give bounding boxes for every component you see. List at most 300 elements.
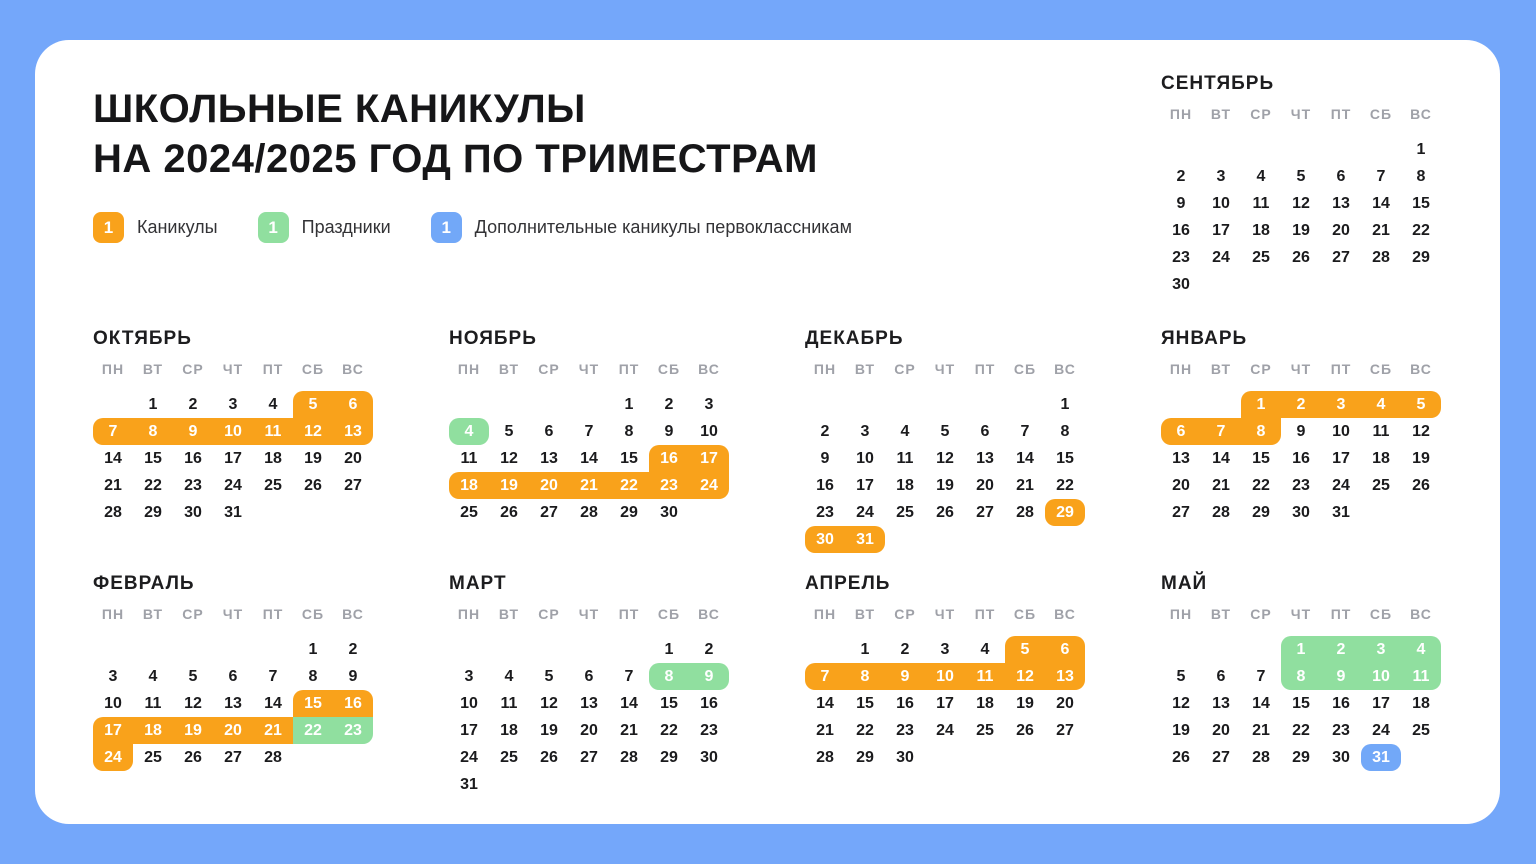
day-cell: 24	[936, 721, 954, 739]
day-cell: 10	[1332, 422, 1350, 440]
day-cell-holiday: 11	[1401, 663, 1441, 690]
day-cell: 29	[144, 503, 162, 521]
day-cell: 10	[1212, 194, 1230, 212]
weekday-label: ВС	[1410, 606, 1432, 622]
day-cell: 6	[228, 667, 238, 685]
day-cell: 12	[1172, 694, 1190, 712]
day-cell-holiday: 23	[333, 717, 373, 744]
weekday-label: СР	[182, 361, 204, 377]
months-row-2	[93, 573, 1441, 798]
day-cell: 19	[304, 449, 322, 467]
day-cell: 16	[1332, 694, 1350, 712]
day-cell: 10	[856, 449, 874, 467]
day-cell: 12	[540, 694, 558, 712]
day-cell-vacation: 7	[93, 418, 133, 445]
day-cell: 7	[1256, 667, 1266, 685]
days-grid	[93, 636, 373, 771]
weekday-label: СБ	[1369, 606, 1393, 622]
weekday-label: СБ	[1013, 606, 1037, 622]
day-cell: 8	[624, 422, 634, 440]
day-cell-vacation: 7	[805, 663, 845, 690]
day-cell-vacation: 8	[845, 663, 885, 690]
day-cell: 28	[104, 503, 122, 521]
weekday-label: ПН	[101, 361, 125, 377]
day-cell: 15	[144, 449, 162, 467]
day-cell: 2	[820, 422, 830, 440]
day-cell: 30	[1292, 503, 1310, 521]
month-title-december: ДЕКАБРЬ	[805, 328, 904, 349]
day-cell: 24	[460, 748, 478, 766]
day-cell: 21	[620, 721, 638, 739]
weekday-label: СР	[538, 361, 560, 377]
day-cell: 16	[700, 694, 718, 712]
day-cell-vacation: 9	[173, 418, 213, 445]
day-cell: 7	[624, 667, 634, 685]
day-cell: 25	[976, 721, 994, 739]
weekday-header-row	[805, 604, 1085, 624]
calendar-card	[35, 40, 1500, 824]
legend-label-holiday: Праздники	[301, 217, 391, 237]
day-cell: 17	[856, 476, 874, 494]
day-cell: 25	[1412, 721, 1430, 739]
day-cell: 26	[304, 476, 322, 494]
day-cell: 11	[460, 449, 478, 467]
day-cell: 16	[816, 476, 834, 494]
day-cell: 25	[896, 503, 914, 521]
weekday-label: ПТ	[618, 361, 640, 377]
day-cell: 14	[1212, 449, 1230, 467]
day-cell-vacation: 8	[133, 418, 173, 445]
day-cell-vacation: 10	[925, 663, 965, 690]
weekday-label: СР	[538, 606, 560, 622]
day-cell: 22	[1056, 476, 1074, 494]
month-title-january: ЯНВАРЬ	[1161, 328, 1248, 349]
month-december	[805, 328, 1085, 553]
day-cell: 16	[1292, 449, 1310, 467]
day-cell: 20	[1056, 694, 1074, 712]
day-cell: 26	[1016, 721, 1034, 739]
day-cell-vacation: 17	[93, 717, 133, 744]
day-cell: 30	[184, 503, 202, 521]
day-cell: 24	[224, 476, 242, 494]
weekday-label: ПН	[813, 606, 837, 622]
day-cell: 1	[860, 640, 870, 658]
day-cell: 16	[896, 694, 914, 712]
weekday-label: СР	[894, 361, 916, 377]
day-cell: 7	[268, 667, 278, 685]
weekday-label: СБ	[1369, 361, 1393, 377]
weekday-label: ЧТ	[1290, 361, 1312, 377]
month-march	[449, 573, 729, 798]
weekday-label: СБ	[301, 361, 325, 377]
day-cell-vacation: 2	[1281, 391, 1321, 418]
day-cell: 25	[1252, 248, 1270, 266]
day-cell: 2	[704, 640, 714, 658]
weekday-label: ВС	[342, 361, 364, 377]
day-cell: 3	[940, 640, 950, 658]
page-title-line1: ШКОЛЬНЫЕ КАНИКУЛЫ	[93, 87, 586, 131]
day-cell: 24	[856, 503, 874, 521]
day-cell: 28	[1212, 503, 1230, 521]
day-cell: 1	[1060, 395, 1070, 413]
day-cell: 22	[1292, 721, 1310, 739]
day-cell: 5	[544, 667, 554, 685]
weekday-label: ЧТ	[934, 361, 956, 377]
weekday-label: ВС	[1410, 361, 1432, 377]
day-cell: 5	[504, 422, 514, 440]
day-cell: 19	[936, 476, 954, 494]
day-cell-holiday: 9	[689, 663, 729, 690]
day-cell-holiday: 3	[1361, 636, 1401, 663]
weekday-label: ЧТ	[578, 606, 600, 622]
day-cell-vacation: 31	[845, 526, 885, 553]
weekday-label: ВТ	[854, 606, 876, 622]
weekday-label: СБ	[657, 361, 681, 377]
day-cell-vacation: 29	[1045, 499, 1085, 526]
legend-item-extra	[431, 212, 852, 243]
day-cell: 21	[104, 476, 122, 494]
day-cell: 21	[1372, 221, 1390, 239]
day-cell: 2	[664, 395, 674, 413]
day-cell: 10	[460, 694, 478, 712]
weekday-label: СБ	[657, 606, 681, 622]
day-cell: 7	[584, 422, 594, 440]
day-cell: 15	[1056, 449, 1074, 467]
weekday-label: ЧТ	[222, 606, 244, 622]
day-cell: 28	[580, 503, 598, 521]
day-cell: 22	[1252, 476, 1270, 494]
legend-item-holiday	[258, 212, 391, 243]
page-title	[93, 84, 818, 184]
day-cell: 19	[540, 721, 558, 739]
weekday-label: СР	[182, 606, 204, 622]
weekday-label: СБ	[301, 606, 325, 622]
day-cell: 4	[900, 422, 910, 440]
day-cell-vacation: 13	[333, 418, 373, 445]
day-cell-vacation: 24	[93, 744, 133, 771]
weekday-label: ВТ	[142, 606, 164, 622]
day-cell: 3	[704, 395, 714, 413]
day-cell-vacation: 8	[1241, 418, 1281, 445]
day-cell-vacation: 4	[1361, 391, 1401, 418]
weekday-label: ПТ	[1330, 606, 1352, 622]
weekday-label: ВТ	[498, 606, 520, 622]
day-cell: 11	[144, 694, 162, 712]
day-cell: 13	[976, 449, 994, 467]
day-cell: 19	[1016, 694, 1034, 712]
day-cell: 28	[816, 748, 834, 766]
day-cell: 14	[104, 449, 122, 467]
day-cell: 4	[1256, 167, 1266, 185]
day-cell: 16	[1172, 221, 1190, 239]
page-title-line2: НА 2024/2025 ГОД ПО ТРИМЕСТРАМ	[93, 137, 818, 181]
day-cell: 18	[1252, 221, 1270, 239]
weekday-header-row	[449, 359, 729, 379]
day-cell: 9	[1176, 194, 1186, 212]
month-november	[449, 328, 729, 553]
day-cell-holiday: 2	[1321, 636, 1361, 663]
day-cell: 8	[308, 667, 318, 685]
weekday-label: ПН	[101, 606, 125, 622]
day-cell-vacation: 20	[529, 472, 569, 499]
day-cell: 15	[1252, 449, 1270, 467]
day-cell: 21	[1252, 721, 1270, 739]
day-cell: 10	[104, 694, 122, 712]
weekday-header-row	[1161, 104, 1441, 124]
day-cell: 29	[620, 503, 638, 521]
day-cell: 17	[1372, 694, 1390, 712]
day-cell: 4	[980, 640, 990, 658]
day-cell: 24	[1372, 721, 1390, 739]
weekday-label: ВТ	[498, 361, 520, 377]
day-cell-holiday: 1	[1281, 636, 1321, 663]
legend-label-extra: Дополнительные каникулы первоклассникам	[474, 217, 852, 237]
day-cell: 7	[1376, 167, 1386, 185]
day-cell: 16	[184, 449, 202, 467]
weekday-label: ВС	[698, 361, 720, 377]
month-may	[1161, 573, 1441, 798]
days-grid	[93, 391, 373, 526]
weekday-label: ВС	[1410, 106, 1432, 122]
day-cell: 1	[624, 395, 634, 413]
day-cell: 26	[1412, 476, 1430, 494]
day-cell: 25	[1372, 476, 1390, 494]
weekday-label: ПТ	[618, 606, 640, 622]
day-cell: 21	[816, 721, 834, 739]
weekday-label: СР	[1250, 106, 1272, 122]
day-cell: 18	[1372, 449, 1390, 467]
day-cell: 6	[584, 667, 594, 685]
day-cell: 24	[1212, 248, 1230, 266]
day-cell: 5	[1176, 667, 1186, 685]
weekday-label: ПН	[1169, 361, 1193, 377]
day-cell-vacation: 12	[1005, 663, 1045, 690]
weekday-label: ПТ	[1330, 361, 1352, 377]
day-cell: 27	[1332, 248, 1350, 266]
day-cell: 3	[1216, 167, 1226, 185]
weekday-label: ВС	[1054, 361, 1076, 377]
weekday-header-row	[93, 604, 373, 624]
day-cell: 18	[264, 449, 282, 467]
day-cell-vacation: 17	[689, 445, 729, 472]
day-cell: 2	[1176, 167, 1186, 185]
day-cell: 27	[1212, 748, 1230, 766]
day-cell-vacation: 18	[449, 472, 489, 499]
day-cell-vacation: 18	[133, 717, 173, 744]
day-cell: 1	[148, 395, 158, 413]
weekday-label: ВС	[698, 606, 720, 622]
day-cell-vacation: 12	[293, 418, 333, 445]
day-cell-vacation: 5	[1401, 391, 1441, 418]
weekday-label: СБ	[1369, 106, 1393, 122]
days-grid	[449, 636, 729, 798]
day-cell: 9	[664, 422, 674, 440]
day-cell: 10	[700, 422, 718, 440]
day-cell-vacation: 11	[965, 663, 1005, 690]
day-cell: 18	[976, 694, 994, 712]
month-title-may: МАЙ	[1161, 573, 1208, 594]
day-cell: 23	[1332, 721, 1350, 739]
day-cell-holiday: 4	[1401, 636, 1441, 663]
weekday-label: ЧТ	[934, 606, 956, 622]
day-cell: 18	[896, 476, 914, 494]
day-cell: 27	[1172, 503, 1190, 521]
day-cell: 1	[1416, 140, 1426, 158]
day-cell: 23	[184, 476, 202, 494]
day-cell-vacation: 6	[1045, 636, 1085, 663]
weekday-label: ПТ	[974, 361, 996, 377]
day-cell-vacation: 19	[489, 472, 529, 499]
day-cell: 20	[1172, 476, 1190, 494]
day-cell: 15	[1292, 694, 1310, 712]
weekday-label: ВС	[342, 606, 364, 622]
weekday-header-row	[1161, 604, 1441, 624]
day-cell-vacation: 16	[649, 445, 689, 472]
day-cell: 11	[896, 449, 914, 467]
day-cell: 18	[1412, 694, 1430, 712]
day-cell-vacation: 20	[213, 717, 253, 744]
day-cell-holiday: 8	[1281, 663, 1321, 690]
weekday-label: ВТ	[854, 361, 876, 377]
weekday-label: СР	[1250, 361, 1272, 377]
day-cell-vacation: 6	[1161, 418, 1201, 445]
day-cell: 7	[1020, 422, 1030, 440]
day-cell: 21	[1212, 476, 1230, 494]
day-cell: 28	[264, 748, 282, 766]
day-cell: 25	[264, 476, 282, 494]
day-cell: 6	[544, 422, 554, 440]
day-cell-vacation: 6	[333, 391, 373, 418]
day-cell: 13	[1332, 194, 1350, 212]
day-cell: 20	[976, 476, 994, 494]
day-cell: 1	[664, 640, 674, 658]
days-grid	[805, 391, 1085, 553]
day-cell: 30	[700, 748, 718, 766]
day-cell: 4	[504, 667, 514, 685]
day-cell: 17	[936, 694, 954, 712]
day-cell-holiday: 10	[1361, 663, 1401, 690]
days-grid	[1161, 136, 1441, 298]
day-cell: 22	[660, 721, 678, 739]
day-cell: 12	[1292, 194, 1310, 212]
day-cell: 22	[1412, 221, 1430, 239]
day-cell: 28	[1016, 503, 1034, 521]
day-cell-vacation: 19	[173, 717, 213, 744]
day-cell: 4	[148, 667, 158, 685]
day-cell: 31	[1332, 503, 1350, 521]
day-cell: 26	[500, 503, 518, 521]
day-cell-holiday: 22	[293, 717, 333, 744]
weekday-label: ВС	[1054, 606, 1076, 622]
day-cell: 17	[1332, 449, 1350, 467]
day-cell: 29	[660, 748, 678, 766]
day-cell: 6	[1216, 667, 1226, 685]
day-cell: 29	[1292, 748, 1310, 766]
weekday-label: ЧТ	[578, 361, 600, 377]
weekday-label: ПТ	[1330, 106, 1352, 122]
weekday-label: ВТ	[142, 361, 164, 377]
day-cell: 20	[344, 449, 362, 467]
weekday-label: ЧТ	[1290, 106, 1312, 122]
day-cell: 26	[1172, 748, 1190, 766]
days-grid	[449, 391, 729, 526]
weekday-label: ВТ	[1210, 606, 1232, 622]
day-cell: 18	[500, 721, 518, 739]
weekday-label: ВТ	[1210, 361, 1232, 377]
day-cell: 23	[1292, 476, 1310, 494]
day-cell: 26	[1292, 248, 1310, 266]
weekday-label: СР	[894, 606, 916, 622]
month-title-march: МАРТ	[449, 573, 507, 594]
legend	[93, 212, 852, 243]
day-cell: 23	[1172, 248, 1190, 266]
day-cell-vacation: 15	[293, 690, 333, 717]
month-title-april: АПРЕЛЬ	[805, 573, 891, 594]
day-cell: 9	[820, 449, 830, 467]
days-grid	[1161, 391, 1441, 526]
day-cell: 5	[188, 667, 198, 685]
day-cell: 27	[540, 503, 558, 521]
day-cell-vacation: 16	[333, 690, 373, 717]
day-cell-vacation: 3	[1321, 391, 1361, 418]
day-cell: 27	[344, 476, 362, 494]
day-cell: 26	[936, 503, 954, 521]
day-cell: 14	[1372, 194, 1390, 212]
day-cell-vacation: 23	[649, 472, 689, 499]
day-cell: 14	[1252, 694, 1270, 712]
day-cell-holiday: 9	[1321, 663, 1361, 690]
day-cell: 13	[224, 694, 242, 712]
day-cell: 19	[1292, 221, 1310, 239]
day-cell-vacation: 1	[1241, 391, 1281, 418]
day-cell-vacation: 9	[885, 663, 925, 690]
day-cell: 15	[856, 694, 874, 712]
day-cell: 20	[1212, 721, 1230, 739]
month-april	[805, 573, 1085, 798]
day-cell: 8	[1060, 422, 1070, 440]
september-slot	[1161, 73, 1441, 298]
day-cell: 20	[580, 721, 598, 739]
day-cell: 29	[1252, 503, 1270, 521]
day-cell: 14	[580, 449, 598, 467]
day-cell: 12	[936, 449, 954, 467]
day-cell: 17	[1212, 221, 1230, 239]
day-cell: 27	[976, 503, 994, 521]
day-cell: 30	[1172, 275, 1190, 293]
day-cell: 28	[1252, 748, 1270, 766]
day-cell: 23	[700, 721, 718, 739]
day-cell: 27	[580, 748, 598, 766]
day-cell: 13	[1212, 694, 1230, 712]
day-cell: 14	[816, 694, 834, 712]
day-cell: 13	[540, 449, 558, 467]
day-cell: 13	[580, 694, 598, 712]
day-cell-vacation: 24	[689, 472, 729, 499]
day-cell-vacation: 21	[253, 717, 293, 744]
day-cell: 17	[460, 721, 478, 739]
day-cell: 14	[620, 694, 638, 712]
day-cell: 13	[1172, 449, 1190, 467]
weekday-label: ЧТ	[1290, 606, 1312, 622]
day-cell-vacation: 10	[213, 418, 253, 445]
month-september	[1161, 73, 1441, 298]
day-cell: 30	[1332, 748, 1350, 766]
day-cell: 31	[460, 775, 478, 793]
weekday-label: ПН	[1169, 106, 1193, 122]
day-cell: 9	[1296, 422, 1306, 440]
day-cell: 21	[1016, 476, 1034, 494]
day-cell: 14	[1016, 449, 1034, 467]
